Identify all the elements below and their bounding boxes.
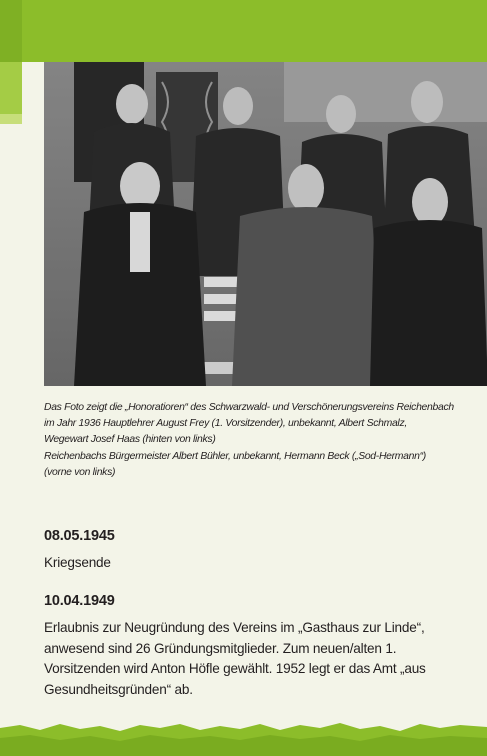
caption-line: im Jahr 1936 Hauptlehrer August Frey (1. Vorsitzender), unbekannt, Albert Schmalz,: [44, 418, 407, 430]
entry-text: [44, 553, 480, 574]
photo-illustration: [44, 62, 487, 386]
caption-line: (vorne von links): [44, 466, 116, 478]
historical-group-photo: [44, 62, 487, 386]
entry-text-line: Erlaubnis zur Neugründung des Vereins im „Gasthaus zur Linde“,: [44, 620, 425, 635]
entry-text-line: Vorsitzenden wird Anton Höfle gewählt. 1952 legt er das Amt „aus: [44, 661, 426, 676]
caption-line: Das Foto zeigt die „Honoratioren“ des Schwarzwald- und Verschönerungsvereins Reichenbach: [44, 402, 454, 413]
entry-date: 10.04.1949: [44, 593, 115, 609]
top-band-notch: [0, 0, 22, 62]
entry-text-line: anwesend sind 26 Gründungsmitglieder. Zum neuen/alten 1.: [44, 640, 397, 656]
photo-caption: [44, 400, 480, 481]
top-green-band: [0, 0, 487, 62]
left-strip-accent: [0, 114, 22, 124]
bottom-grass-border: [0, 718, 487, 756]
entry-date: 08.05.1945: [44, 528, 115, 544]
entry-text-line: Kriegsende: [44, 555, 111, 570]
caption-line: Reichenbachs Bürgermeister Albert Bühler, unbekannt, Hermann Beck („Sod-Hermann“): [44, 450, 426, 462]
left-green-strip: [0, 62, 22, 124]
entry-text-line: Gesundheitsgründen“ ab.: [44, 681, 193, 697]
entry-text: [44, 618, 480, 700]
caption-line: Wegewart Josef Haas (hinten von links): [44, 434, 216, 446]
